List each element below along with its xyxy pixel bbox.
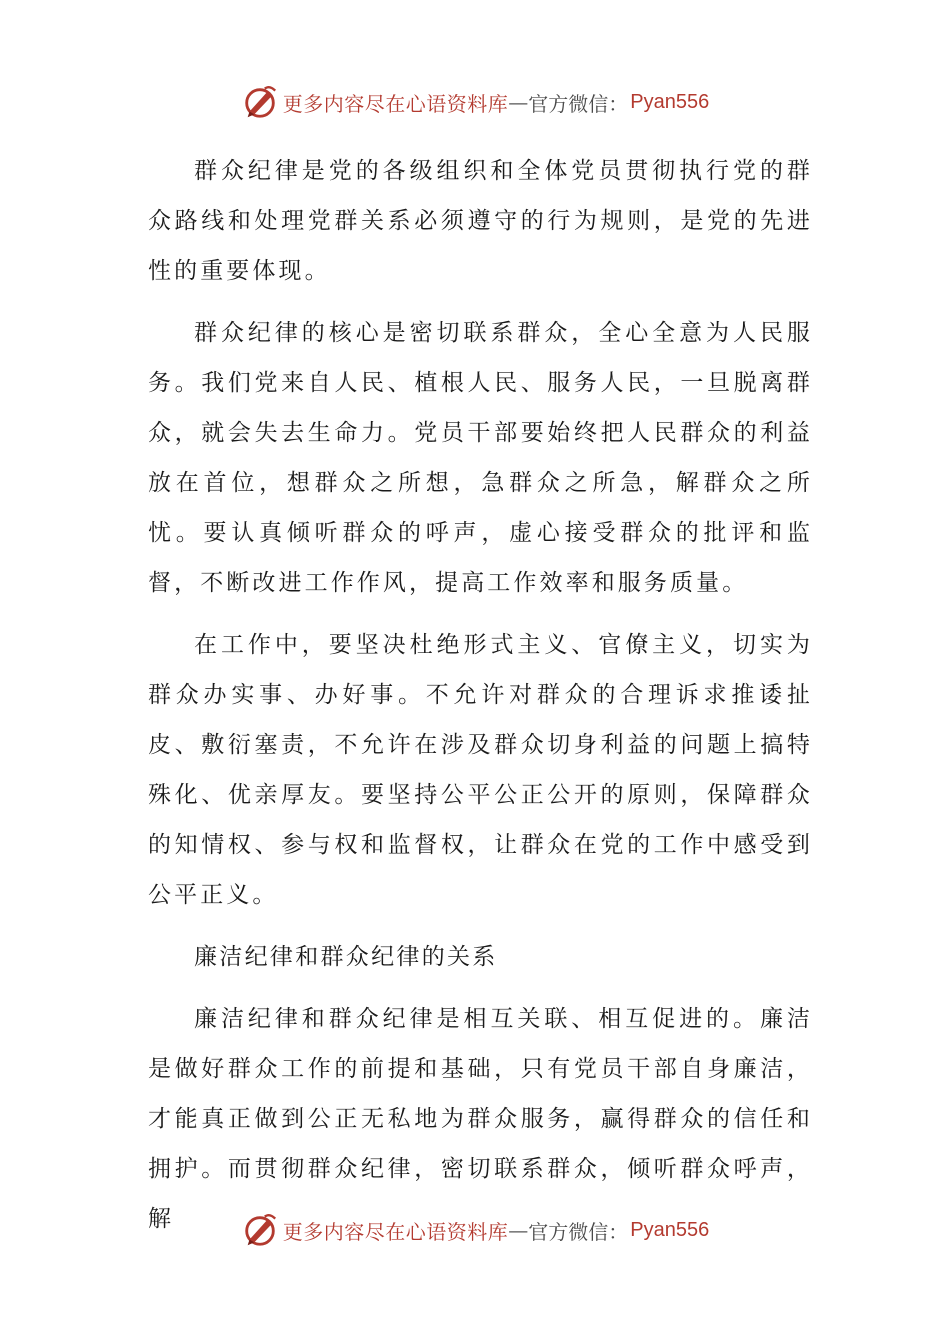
paragraph: 廉洁纪律和群众纪律是相互关联、相互促进的。廉洁是做好群众工作的前提和基础，只有党员干部自身廉洁，才能真正做到公正无私地为群众服务，赢得群众的信任和拥护。而贯彻群众纪律，密切联系群众，倾听群众呼声，解 [148, 1006, 813, 1232]
site-name: 更多内容尽在心语资料库 [282, 91, 509, 116]
wechat-label: 官方微信： [528, 91, 629, 116]
paragraph: 群众纪律的核心是密切联系群众，全心全意为人民服务。我们党来自人民、植根人民、服务人民，一旦脱离群众，就会失去生命力。党员干部要始终把人民群众的利益放在首位，想群众之所想，急群众之所急，解群众之所忧。要认真倾听群众的呼声，虚心接受群众的批评和监督，不断改进工作作风，提高工作效率和服务质量。 [148, 320, 813, 596]
pen-logo-icon [241, 1211, 279, 1249]
wechat-label: 官方微信： [528, 1219, 629, 1244]
footer-banner [0, 1208, 950, 1252]
paragraph: 群众纪律是党的各级组织和全体党员贯彻执行党的群众路线和处理党群关系必须遵守的行为规则，是党的先进性的重要体现。 [148, 158, 813, 284]
paragraph: 在工作中，要坚决杜绝形式主义、官僚主义，切实为群众办实事、办好事。不允许对群众的合理诉求推诿扯皮、敷衍塞责，不允许在涉及群众切身利益的问题上搞特殊化、优亲厚友。要坚持公平公正公开的原则，保障群众的知情权、参与权和监督权，让群众在党的工作中感受到公平正义。 [148, 632, 813, 908]
header-banner [0, 80, 950, 124]
document-body [148, 146, 813, 1256]
pen-logo-icon [241, 83, 279, 121]
site-name: 更多内容尽在心语资料库 [282, 1219, 509, 1244]
section-heading: 廉洁纪律和群众纪律的关系 [194, 944, 498, 970]
wechat-id: Pyan556 [630, 1218, 710, 1241]
separator: — [508, 90, 529, 114]
separator: — [508, 1218, 529, 1242]
wechat-id: Pyan556 [630, 90, 710, 113]
